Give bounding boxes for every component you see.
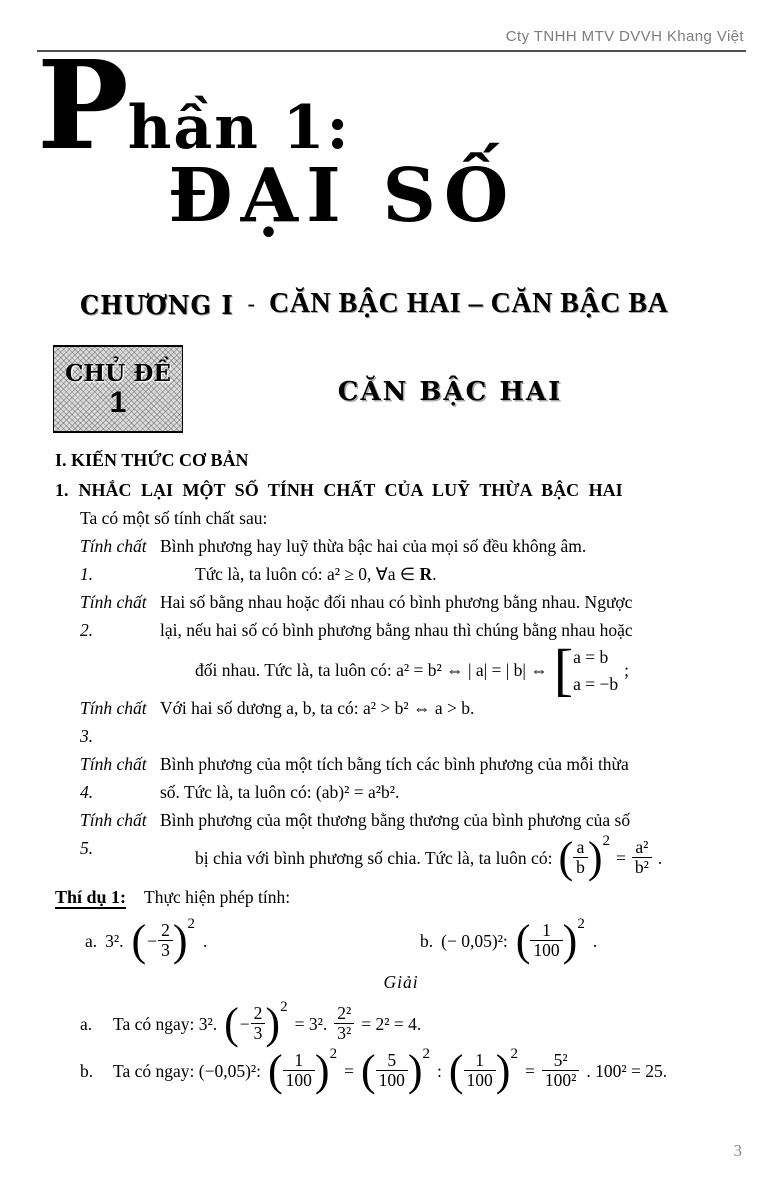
property-4-line1: Bình phương của một tích bằng tích các bình phương của mỗi thừa: [160, 754, 629, 774]
property-1-body: [160, 532, 747, 588]
property-4-body: [160, 750, 747, 806]
topic-box-number: 1: [109, 385, 127, 419]
property-2: [80, 588, 747, 702]
fraction-2sq-over-3sq: $\frac{\text{2²}}{\text{3²}}$: [334, 1004, 354, 1043]
property-5-label: Tính chất 5.: [80, 810, 147, 858]
chapter-title: CĂN BẬC HAI – CĂN BẬC BA: [268, 288, 669, 319]
subject-title: ĐẠI SỐ: [168, 153, 517, 239]
property-2-formula: đối nhau. Tức là, ta luôn có: a² = b² ⇔ | a| = | b| ⇔ [ a = b a = −b ;: [195, 637, 630, 702]
page-body: [55, 446, 747, 1095]
property-4-label: Tính chất 4.: [80, 754, 147, 802]
exponent: 2: [187, 916, 195, 932]
chapter-heading: [80, 288, 668, 320]
fraction-neg-2-3-squared: ( − $\frac{2}{3}$ ) 2: [224, 998, 288, 1048]
cases-column: [573, 647, 618, 694]
exponent: 2: [329, 1046, 338, 1062]
cases-group: [553, 637, 619, 702]
case-2: a = −b: [573, 673, 619, 694]
fraction: 1 100: [530, 921, 562, 960]
property-2-line1: Hai số bằng nhau hoặc đối nhau có bình phương bằng nhau. Ngược: [160, 592, 633, 612]
property-4: [80, 750, 747, 806]
fraction-a-over-b-squared: ( a b ) 2: [558, 832, 610, 882]
exponent: 2: [602, 833, 610, 849]
example-item-b: b. (− 0,05)²: ( 1 100 ) 2 .: [420, 915, 598, 965]
solution-a-label: a.: [80, 1013, 93, 1034]
property-5: [80, 806, 747, 882]
part-word: hần 1:: [127, 93, 351, 163]
item-b-label: b.: [420, 930, 434, 951]
exponent: 2: [510, 1046, 518, 1062]
fraction: 1 100: [464, 1051, 496, 1090]
chapter-number: CHƯƠNG I: [80, 288, 234, 320]
set-r-symbol: R: [419, 564, 433, 584]
page-number: 3: [733, 1141, 742, 1160]
subheading-number: 1.: [55, 480, 69, 500]
property-5-formula: bị chia với bình phương số chia. Tức là, ta luôn có: ( a b ) 2 = $\frac{\text{a²}}{\text{b²}}$ .: [195, 832, 663, 882]
example-label: Thí dụ 1:: [55, 887, 127, 907]
property-2-line2: lại, nếu hai số có bình phương bằng nhau thì chúng bằng nhau hoặc: [160, 620, 633, 640]
example-item-a: a. 3². ( − $\frac{2}{3}$ ) 2 .: [85, 915, 208, 965]
fraction: a b: [573, 838, 588, 877]
property-2-label: Tính chất 2.: [80, 592, 147, 640]
solution-line-a: a. Ta có ngay: 3². ( − $\frac{2}{3}$ ) 2 = 3². $\frac{\text{2²}}{\text{3²}}$ = 2² = 4.: [80, 998, 422, 1048]
topic-title: CĂN BẬC HAI: [337, 377, 563, 407]
chapter-separator: -: [247, 291, 255, 316]
example-prompt: Thực hiện phép tính:: [144, 887, 291, 907]
property-5-body: [160, 806, 747, 882]
property-3-line1: Với hai số dương a, b, ta có: a² > b² ⇔ a > b.: [160, 698, 475, 718]
exponent: 2: [280, 999, 288, 1015]
fraction-1-100-squared: ( 1 100 ) 2: [448, 1045, 518, 1095]
part-initial-letter: P: [37, 33, 129, 177]
fraction-1-100-squared: ( 1 100 ) 2: [268, 1045, 338, 1095]
fraction: $\frac{2}{3}$: [158, 921, 173, 960]
property-1-formula: Tức là, ta luôn có: a² ≥ 0, ∀a ∈ R.: [195, 564, 437, 584]
property-1-label: Tính chất 1.: [80, 536, 147, 584]
fraction: 5 100: [376, 1051, 408, 1090]
fraction-neg-2-3-squared: ( − $\frac{2}{3}$ ) 2: [131, 915, 195, 965]
cases-bracket: [: [553, 637, 574, 702]
property-5-line1: Bình phương của một thương bằng thương của bình phương của số: [160, 810, 631, 830]
item-a-label: a.: [85, 930, 98, 951]
knowledge-heading: I. KIẾN THỨC CƠ BẢN: [55, 450, 249, 470]
example-items: [55, 915, 747, 965]
property-1: [80, 532, 747, 588]
solution-b-label: b.: [80, 1060, 94, 1081]
fraction-5sq-over-100sq: $\frac{\text{5²}}{\text{100²}}$: [542, 1051, 580, 1090]
fraction: $\frac{2}{3}$: [251, 1004, 266, 1043]
fraction-a2-over-b2: $\frac{\text{a²}}{\text{b²}}$: [632, 838, 652, 877]
fraction: 1 100: [283, 1051, 315, 1090]
exponent: 2: [422, 1046, 431, 1062]
property-3-label: Tính chất 3.: [80, 698, 147, 746]
intro-line: Ta có một số tính chất sau:: [80, 508, 268, 528]
solution-line-b: b. Ta có ngay: (−0,05)²: ( 1 100 ) 2 = ( 5 100 ) 2 : ( 1 100 ) 2 = $\frac{\text{5²}}{\text{100²}}$ . 100² = 25.: [80, 1045, 668, 1095]
knowledge-subheading: [55, 476, 747, 504]
topic-box: [53, 345, 183, 433]
case-1: a = b: [573, 646, 609, 667]
fraction-1-100-squared: ( 1 100 ) 2: [515, 915, 585, 965]
property-4-line2: số. Tức là, ta luôn có: (ab)² = a²b².: [160, 782, 400, 802]
solution-heading: Giải: [383, 972, 419, 992]
part-banner: [37, 33, 351, 177]
example-heading: [55, 883, 747, 911]
subheading-title: NHẮC LẠI MỘT SỐ TÍNH CHẤT CỦA LUỸ THỪA BẬC HAI: [78, 480, 623, 500]
exponent: 2: [577, 916, 585, 932]
publisher-header: Cty TNHH MTV DVVH Khang Việt: [505, 28, 744, 45]
property-3: [80, 694, 747, 750]
topic-box-label: CHỦ ĐỀ: [65, 359, 171, 387]
property-2-body: [160, 588, 747, 702]
property-1-line1: Bình phương hay luỹ thừa bậc hai của mọi số đều không âm.: [160, 536, 587, 556]
formula-semicolon: ;: [624, 660, 630, 680]
fraction-5-100-squared: ( 5 100 ) 2: [360, 1045, 431, 1095]
